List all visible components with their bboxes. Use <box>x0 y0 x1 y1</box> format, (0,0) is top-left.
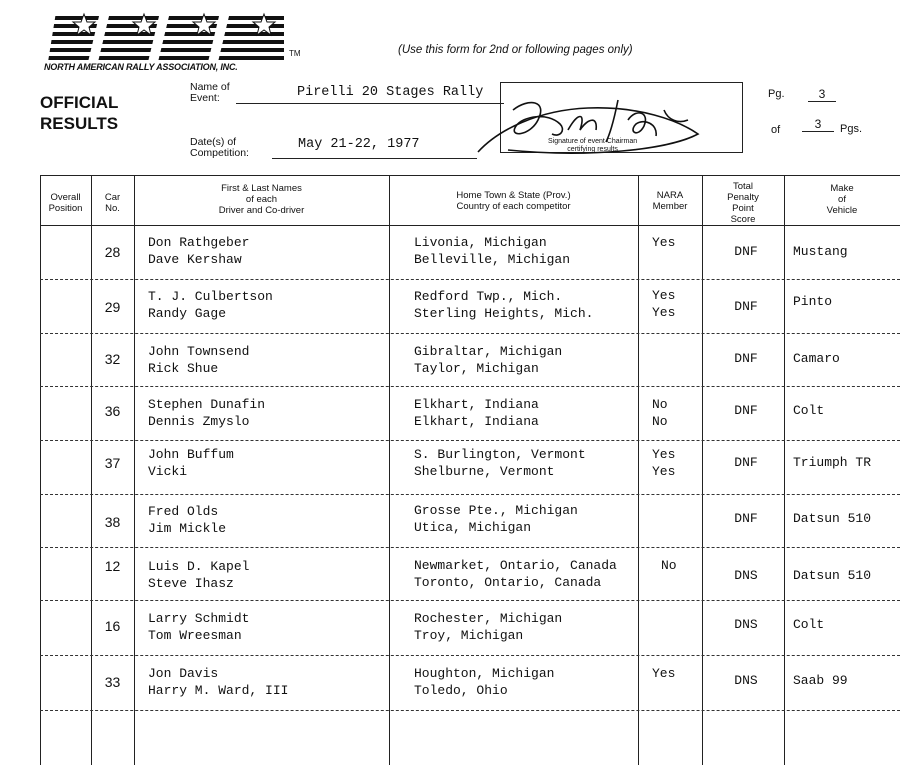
home-town: Elkhart, Indiana Elkhart, Indiana <box>414 397 539 429</box>
penalty-score: DNS <box>734 617 758 632</box>
signature-caption-line1: Signature of event Chairman <box>548 138 638 145</box>
header-text: Overall <box>50 192 81 203</box>
home-town: S. Burlington, Vermont Shelburne, Vermont <box>414 447 586 479</box>
table-row <box>0 440 900 494</box>
vehicle-make: Datsun 510 <box>793 511 872 526</box>
car-number: 38 <box>104 514 121 530</box>
signature-caption-line2: certifying results <box>567 146 618 153</box>
table-row <box>0 279 900 333</box>
date-label <box>190 137 249 159</box>
header-text: Point <box>732 203 754 214</box>
organization-name: NORTH AMERICAN RALLY ASSOCIATION, INC. <box>44 62 238 72</box>
form-note: (Use this form for 2nd or following pages only) <box>398 44 633 56</box>
header-text: Vehicle <box>826 205 858 216</box>
header-text: Country of each competitor <box>456 201 571 212</box>
official-line: OFFICIAL <box>40 93 119 112</box>
home-town: Grosse Pte., Michigan Utica, Michigan <box>414 503 578 535</box>
driver-names: T. J. Culbertson Randy Gage <box>148 289 273 321</box>
row-divider <box>40 710 900 711</box>
car-number: 32 <box>104 351 121 367</box>
nara-member: Yes <box>652 235 676 250</box>
event-label-line2: Event: <box>190 92 220 104</box>
home-town: Redford Twp., Mich. Sterling Heights, Mich. <box>414 289 594 321</box>
trademark-mark: TM <box>289 49 301 58</box>
home-town: Gibraltar, Michigan Taylor, Michigan <box>414 344 563 376</box>
car-number: 16 <box>104 618 121 634</box>
car-number: 33 <box>104 674 121 690</box>
penalty-score: DNF <box>734 403 758 418</box>
page-label: Pg. <box>768 88 785 100</box>
date-value: May 21-22, 1977 <box>298 137 420 152</box>
signature-caption <box>548 138 637 154</box>
car-number: 28 <box>104 244 121 260</box>
header-text: Driver and Co-driver <box>218 205 305 216</box>
of-label: of <box>771 124 781 136</box>
driver-names: Larry Schmidt Tom Wreesman <box>148 611 250 643</box>
header-make-vehicle <box>784 183 900 216</box>
penalty-score: DNF <box>734 299 758 314</box>
vehicle-make: Pinto <box>793 294 833 309</box>
nara-member: Yes Yes <box>652 447 676 479</box>
header-text: NARA <box>656 190 684 201</box>
header-overall-position <box>40 192 91 214</box>
vehicle-make: Triumph TR <box>793 455 872 470</box>
event-underline <box>236 103 504 104</box>
header-nara-member <box>638 190 702 212</box>
driver-names: John Buffum Vicki <box>148 447 234 479</box>
home-town: Rochester, Michigan Troy, Michigan <box>414 611 563 643</box>
header-text: of each <box>245 194 278 205</box>
penalty-score: DNS <box>734 568 758 583</box>
vehicle-make: Camaro <box>793 351 840 366</box>
penalty-score: DNS <box>734 673 758 688</box>
driver-names: Fred Olds Jim Mickle <box>148 504 227 536</box>
penalty-score: DNF <box>734 244 758 259</box>
nara-member: Yes Yes <box>652 288 676 320</box>
vehicle-make: Datsun 510 <box>793 568 872 583</box>
date-label-line1: Date(s) of <box>190 136 237 148</box>
results-line: RESULTS <box>40 114 119 133</box>
date-underline <box>272 158 477 159</box>
table-top-border <box>40 175 900 176</box>
header-names <box>134 183 389 216</box>
table-row <box>0 386 900 440</box>
header-car-number <box>91 192 134 214</box>
penalty-score: DNF <box>734 455 758 470</box>
header-text: Total <box>732 181 754 192</box>
header-text: Car <box>104 192 121 203</box>
event-label-line1: Name of <box>190 81 230 93</box>
home-town: Livonia, Michigan Belleville, Michigan <box>414 235 571 267</box>
total-pages: 3 <box>802 117 834 132</box>
driver-names: Luis D. Kapel Steve Ihasz <box>148 559 250 591</box>
table-row <box>0 494 900 548</box>
header-text: No. <box>105 203 120 214</box>
header-text: First & Last Names <box>221 183 302 194</box>
home-town: Newmarket, Ontario, Canada Toronto, Ontario, Canada <box>414 558 617 590</box>
nara-logo <box>48 12 284 62</box>
pages-label: Pgs. <box>840 123 863 135</box>
penalty-score: DNF <box>734 351 758 366</box>
table-row <box>0 547 900 601</box>
vehicle-make: Saab 99 <box>793 673 848 688</box>
date-label-line2: Competition: <box>190 147 249 159</box>
header-text: Penalty <box>727 192 759 203</box>
driver-names: John Townsend Rick Shue <box>148 344 250 376</box>
vehicle-make: Mustang <box>793 244 848 259</box>
table-row <box>0 600 900 654</box>
vehicle-make: Colt <box>793 403 825 418</box>
page-number: 3 <box>808 87 836 102</box>
header-penalty-score <box>702 181 784 225</box>
penalty-score: DNF <box>734 511 758 526</box>
car-number: 12 <box>104 558 121 574</box>
header-text: Score <box>730 214 756 225</box>
header-text: Make <box>830 183 854 194</box>
event-name-value: Pirelli 20 Stages Rally <box>297 85 484 100</box>
header-home-town <box>389 190 638 212</box>
official-results-title <box>40 92 118 134</box>
vehicle-make: Colt <box>793 617 825 632</box>
home-town: Houghton, Michigan Toledo, Ohio <box>414 666 555 698</box>
nara-member: No <box>661 558 677 573</box>
driver-names: Stephen Dunafin Dennis Zmyslo <box>148 397 266 429</box>
header-text: Position <box>48 203 83 214</box>
header-text: Home Town & State (Prov.) <box>456 190 571 201</box>
header-text: Member <box>652 201 688 212</box>
driver-names: Jon Davis Harry M. Ward, III <box>148 666 289 698</box>
nara-member: Yes <box>652 666 676 681</box>
driver-names: Don Rathgeber Dave Kershaw <box>148 235 250 267</box>
car-number: 36 <box>104 403 121 419</box>
car-number: 37 <box>104 455 121 471</box>
table-row <box>0 655 900 709</box>
event-name-label <box>190 82 230 104</box>
table-row <box>0 333 900 387</box>
car-number: 29 <box>104 299 121 315</box>
table-row <box>0 225 900 279</box>
nara-member: No No <box>652 397 668 429</box>
header-text: of <box>838 194 846 205</box>
